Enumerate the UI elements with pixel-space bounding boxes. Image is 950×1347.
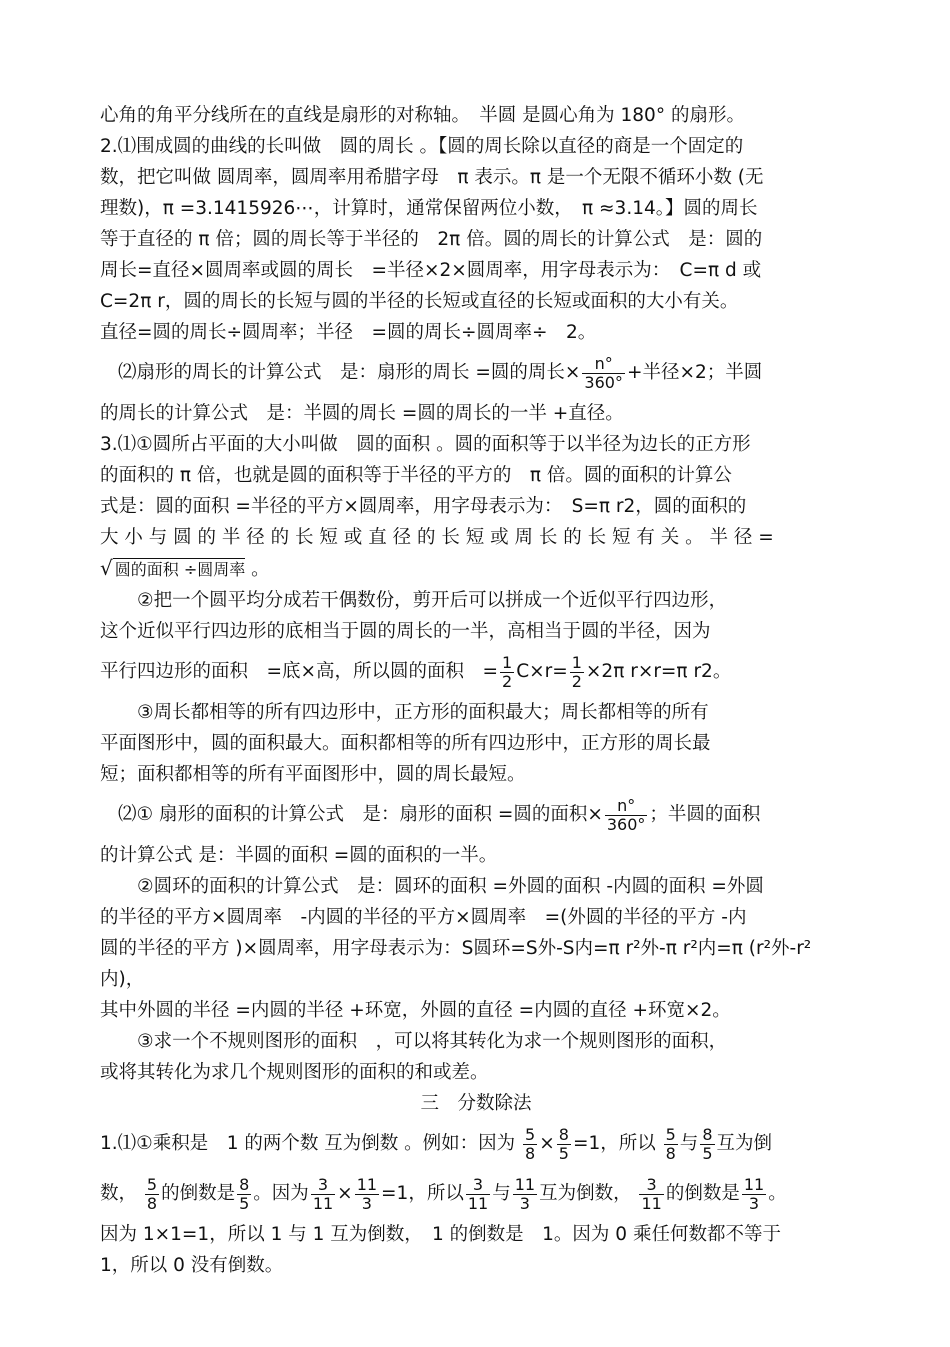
reciprocal-line-1: 1.⑴①乘积是 1 的两个数 互为倒数 。例如：因为 $\frac{5}{8}$ × $\frac{8}{5}$ =1，所以 $\frac{5}{8}$ 与 $\frac{8}{5}$ 互为倒 — [100, 1124, 773, 1163]
fraction: $\frac{1}{2}$ — [502, 652, 513, 691]
fraction: $\frac{3}{11}$ — [312, 1174, 334, 1213]
text-line: 因为 1×1=1，所以 1 与 1 互为倒数， 1 的倒数是 1。因为 0 乘任何数都不等于 — [100, 1224, 781, 1245]
radius-formula: 圆的面积 ÷圆周率 — [114, 560, 246, 579]
ring-formula-line: 圆的半径的平方 )×圆周率，用字母表示为：S圆环=S外-S内=π r²外-π r²内=π (r²外-r²内)， — [100, 938, 812, 990]
text-line: 数，把它叫做 圆周率，圆周率用希腊字母 π 表示。π 是一个无限不循环小数 (无 — [100, 167, 764, 188]
text-line: 心角的角平分线所在的直线是扇形的对称轴。 半圆 是圆心角为 180° 的扇形。 — [100, 105, 745, 126]
text-line: 的周长的计算公式 是：半圆的周长 =圆的周长的一半 +直径。 — [100, 403, 624, 424]
text-line: 或将其转化为求几个规则图形的面积的和或差。 — [100, 1062, 489, 1083]
text-line: C=2π r，圆的周长的长短与圆的半径的长短或直径的长短或面积的大小有关。 — [100, 291, 739, 312]
fraction: $\frac{11}{3}$ — [743, 1174, 765, 1213]
reciprocal-line-2: 数， $\frac{5}{8}$ 的倒数是 $\frac{8}{5}$ 。因为 $\frac{3}{11}$ × $\frac{11}{3}$ =1，所以 $\frac{3}{11}$ 与 $\frac{11}{3}$ 互为倒数， $\frac{3}{11}$ 的倒数是 $\frac{11}{3}$ 。 — [100, 1174, 787, 1213]
text-line: 3.⑴①圆所占平面的大小叫做 圆的面积 。圆的面积等于以半径为边长的正方形 — [100, 434, 751, 455]
fraction: $\frac{n^\circ}{360^\circ}$ — [584, 353, 623, 392]
parallelogram-line: 平行四边形的面积 =底×高，所以圆的面积 = $\frac{1}{2}$ C×r= $\frac{1}{2}$ ×2π r×r=π r2。 — [100, 652, 732, 691]
fraction: $\frac{8}{5}$ — [239, 1174, 250, 1213]
text-line: 的面积的 π 倍，也就是圆的面积等于半径的平方的 π 倍。圆的面积的计算公 — [100, 465, 732, 486]
text-line: 的半径的平方×圆周率 -内圆的半径的平方×圆周率 =(外圆的半径的平方 -内 — [100, 907, 747, 928]
fraction: $\frac{1}{2}$ — [571, 652, 582, 691]
sqrt-sign: √ — [100, 556, 113, 580]
text-line: 这个近似平行四边形的底相当于圆的周长的一半，高相当于圆的半径，因为 — [100, 621, 711, 642]
text-line: 理数)，π =3.1415926⋯，计算时，通常保留两位小数， π ≈3.14。】圆的周长 — [100, 198, 758, 219]
fraction: $\frac{5}{8}$ — [665, 1124, 676, 1163]
fraction: $\frac{3}{11}$ — [641, 1174, 662, 1213]
text-line: 其中外圆的半径 =内圆的半径 +环宽，外圆的直径 =内圆的直径 +环宽×2。 — [100, 1000, 731, 1021]
text-line: ③求一个不规则图形的面积 ，可以将其转化为求一个规则图形的面积， — [137, 1031, 728, 1052]
fraction: $\frac{8}{5}$ — [702, 1124, 713, 1163]
fraction: $\frac{5}{8}$ — [525, 1124, 536, 1163]
fraction: $\frac{8}{5}$ — [558, 1124, 569, 1163]
sector-area-line: ⑵① 扇形的面积的计算公式 是：扇形的面积 =圆的面积× $\frac{n^\circ}{360^\circ}$ ；半圆的面积 — [118, 795, 761, 834]
text-line: 周长=直径×圆周率或圆的周长 =半径×2×圆周率，用字母表示为： C=π d 或 — [100, 260, 762, 281]
fraction: $\frac{11}{3}$ — [356, 1174, 378, 1213]
text-line: 式是：圆的面积 =半径的平方×圆周率，用字母表示为： S=π r2，圆的面积的 — [100, 496, 747, 517]
radius-formula-line: √ 圆的面积 ÷圆周率 。 — [100, 556, 270, 580]
text-line: 大 小 与 圆 的 半 径 的 长 短 或 直 径 的 长 短 或 周 长 的 长 短 有 关 。 半 径 = — [100, 527, 774, 548]
fraction: $\frac{11}{3}$ — [514, 1174, 536, 1213]
fraction: $\frac{3}{11}$ — [467, 1174, 489, 1213]
section-title: 三 分数除法 — [420, 1093, 532, 1114]
text-line: 2.⑴围成圆的曲线的长叫做 圆的周长 。【圆的周长除以直径的商是一个固定的 — [100, 136, 744, 157]
text-line: ②把一个圆平均分成若干偶数份，剪开后可以拼成一个近似平行四边形， — [137, 590, 728, 611]
sector-perimeter-line: ⑵扇形的周长的计算公式 是：扇形的周长 =圆的周长× $\frac{n^\circ}{360^\circ}$ +半径×2；半圆 — [118, 353, 763, 392]
text-line: ②圆环的面积的计算公式 是：圆环的面积 =外圆的面积 -内圆的面积 =外圆 — [137, 876, 764, 897]
text-line: 短；面积都相等的所有平面图形中，圆的周长最短。 — [100, 764, 526, 785]
text-line: 等于直径的 π 倍；圆的周长等于半径的 2π 倍。圆的周长的计算公式 是：圆的 — [100, 229, 763, 250]
document-page — [100, 100, 852, 1281]
text-line: 直径=圆的周长÷圆周率；半径 =圆的周长÷圆周率÷ 2。 — [100, 322, 597, 343]
text-line: 平面图形中，圆的面积最大。面积都相等的所有四边形中，正方形的周长最 — [100, 733, 711, 754]
fraction: $\frac{5}{8}$ — [146, 1174, 158, 1213]
fraction: $\frac{n^\circ}{360^\circ}$ — [606, 795, 646, 834]
text-line: ③周长都相等的所有四边形中，正方形的面积最大；周长都相等的所有 — [137, 702, 709, 723]
text-line: 的计算公式 是：半圆的面积 =圆的面积的一半。 — [100, 845, 498, 866]
text-line: 1，所以 0 没有倒数。 — [100, 1255, 284, 1276]
